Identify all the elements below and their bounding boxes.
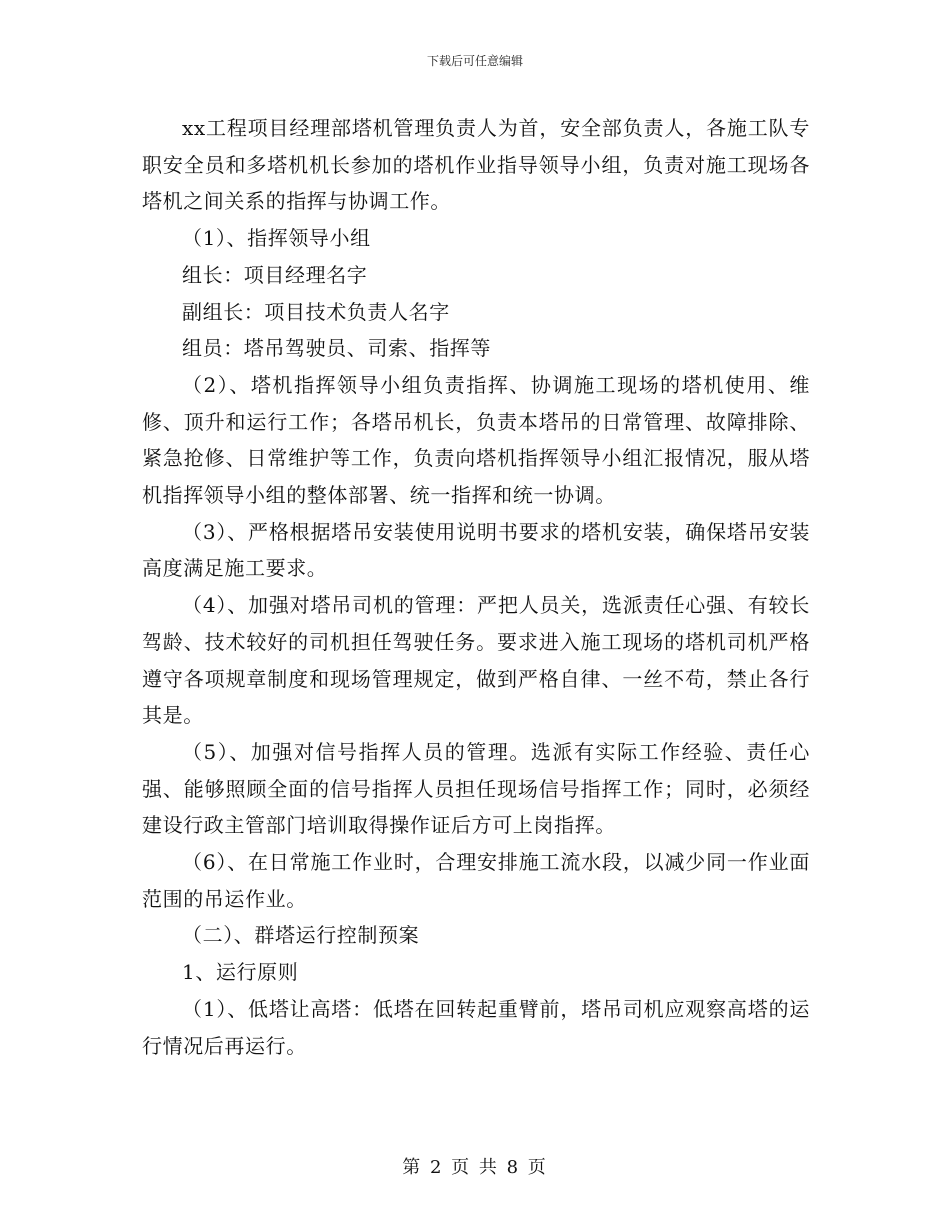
paragraph-item-5: （5）、加强对信号指挥人员的管理。选派有实际工作经验、责任心强、能够照顾全面的信号指挥人员担任现场信号指挥工作；同时，必须经建设行政主管部门培训取得操作证后方可上岗指挥。 <box>142 739 810 838</box>
paragraph-item-2: （2）、塔机指挥领导小组负责指挥、协调施工现场的塔机使用、维修、顶升和运行工作；各塔吊机长，负责本塔吊的日常管理、故障排除、紧急抢修、日常维护等工作，负责向塔机指挥领导小组汇报情况，服从塔机指挥领导小组的整体部署、统一指挥和统一协调。 <box>142 372 810 508</box>
paragraph-item-6: （6）、在日常施工作业时，合理安排施工流水段，以减少同一作业面范围的吊运作业。 <box>142 850 810 911</box>
page-header-note: 下载后可任意编辑 <box>426 54 523 68</box>
paragraph-group-leader: 组长：项目经理名字 <box>182 262 368 287</box>
subheading-operation-principles: 1、运行原则 <box>182 960 299 985</box>
paragraph-deputy-leader: 副组长：项目技术负责人名字 <box>182 299 450 324</box>
paragraph-item-4: （4）、加强对塔吊司机的管理：严把人员关，选派责任心强、有较长驾龄、技术较好的司机担任驾驶任务。要求进入施工现场的塔机司机严格遵守各项规章制度和现场管理规定，做到严格自律、一丝不苟，禁止各行其是。 <box>142 593 810 728</box>
document-body <box>142 110 810 1064</box>
paragraph-leading-group-heading: （1）、指挥领导小组 <box>182 226 371 251</box>
page-number-footer: 第 2 页 共 8 页 <box>402 1157 548 1178</box>
paragraph-members: 组员：塔吊驾驶员、司索、指挥等 <box>182 336 491 361</box>
paragraph-intro: xx工程项目经理部塔机管理负责人为首，安全部负责人，各施工队专职安全员和多塔机机长参加的塔机作业指导领导小组，负责对施工现场各塔机之间关系的指挥与协调工作。 <box>142 116 810 214</box>
paragraph-item-3: （3）、严格根据塔吊安装使用说明书要求的塔机安装，确保塔吊安装高度满足施工要求。 <box>142 519 810 581</box>
section-heading-control-plan: （二）、群塔运行控制预案 <box>182 923 420 948</box>
paragraph-principle-1: （1）、低塔让高塔：低塔在回转起重臂前，塔吊司机应观察高塔的运行情况后再运行。 <box>142 996 810 1058</box>
